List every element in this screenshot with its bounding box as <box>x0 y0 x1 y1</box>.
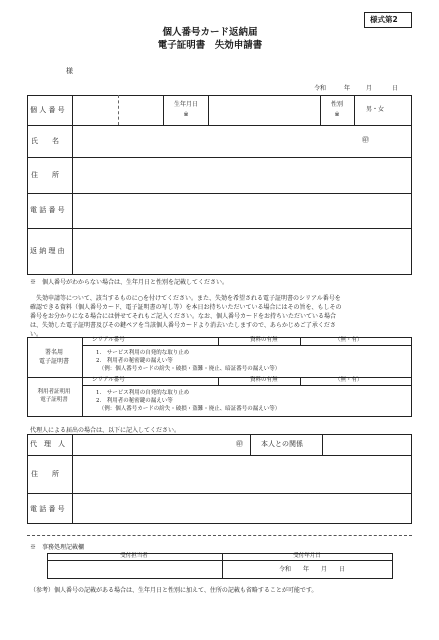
phone-label: 電 話 番 号 <box>30 206 65 214</box>
addressee-suffix: 様 <box>66 67 73 75</box>
signature-cert-label: 署名用 <box>44 349 64 356</box>
date-month: 月 <box>366 85 373 92</box>
date-era: 令和 <box>314 85 327 92</box>
relation-field[interactable] <box>323 435 411 454</box>
name-field[interactable] <box>73 126 411 156</box>
instruction-line: い。 <box>30 331 43 338</box>
signature-serial-field[interactable] <box>150 338 216 344</box>
user-cert-label-2: 電子証明書 <box>40 397 68 403</box>
document-label: 資料の有無 <box>250 377 278 383</box>
agent-address-field[interactable] <box>73 456 411 492</box>
form-title-line1: 個人番号カード返納届 <box>162 27 258 38</box>
address-label: 住 所 <box>31 171 59 179</box>
agent-phone-label: 電 話 番 号 <box>30 505 65 513</box>
birth-date-label: 生年月日 <box>173 101 199 108</box>
date-year: 年 <box>344 85 351 92</box>
document-label: 資料の有無 <box>250 337 278 343</box>
receiver-label: 受付担当者 <box>120 553 148 559</box>
reason-option[interactable]: 2. 利用者の秘密鍵の漏えい等 <box>96 358 173 364</box>
reason-option[interactable]: 1. サービス利用の自発的な取り止め <box>96 350 190 356</box>
individual-number-label: 個 人 番 号 <box>30 106 65 114</box>
receipt-date-label: 受付年月日 <box>293 553 321 559</box>
relation-label: 本人との関係 <box>261 440 303 448</box>
name-label: 氏 名 <box>31 137 59 145</box>
form-number: 様式第2 <box>370 15 398 24</box>
instruction-line: は、失効した電子証明書及びその鍵ペアを当該個人番号カードより消去いたしますので、あらかじめご了承くださ <box>30 322 336 329</box>
user-serial-field[interactable] <box>150 378 216 384</box>
footer-note: （参考）個人番号の記載がある場合は、生年月日と性別に加えて、住所の記載も省略することが可能です。 <box>30 587 318 594</box>
reason-option[interactable]: 1. サービス利用の自発的な取り止め <box>96 390 190 396</box>
name-seal-mark: ㊞ <box>362 136 369 144</box>
agent-address-label: 住 所 <box>31 470 59 478</box>
instruction-line: 失効申請等について、該当するものに○を付けてください。また、失効を希望される電子証明書のシリアル番号を <box>30 295 341 302</box>
address-field[interactable] <box>73 158 411 192</box>
gender-options[interactable]: 男・女 <box>366 106 385 113</box>
reason-example: （例：個人番号カードの紛失・破損・盗難・廃止、暗証番号の漏えい等） <box>96 366 281 372</box>
user-cert-label: 利用者証明用 <box>37 389 71 395</box>
agent-seal-mark: ㊞ <box>236 440 243 448</box>
birth-date-note: ※ <box>183 111 189 118</box>
form-title-line2: 電子証明書 失効申請書 <box>157 40 263 51</box>
section-divider <box>27 535 412 536</box>
gender-label: 性別 <box>330 101 344 108</box>
instruction-line: 番号をお分かりになる場合には併せてそれもご記入ください。なお、個人番号カードをお持ちいただいている場合 <box>30 313 337 320</box>
receipt-date-value[interactable]: 令和 年 月 日 <box>278 566 346 573</box>
return-reason-label: 返 納 理 由 <box>30 247 65 255</box>
agent-name-field[interactable] <box>73 435 249 454</box>
document-options[interactable]: （無・有） <box>335 377 363 383</box>
proxy-note: 代理人による届出の場合は、以下に記入してください。 <box>30 427 181 434</box>
agent-phone-field[interactable] <box>73 494 411 523</box>
date-day: 日 <box>392 85 399 92</box>
serial-number-label: シリアル番号 <box>92 377 125 383</box>
serial-number-label: シリアル番号 <box>92 337 125 343</box>
agent-label: 代 理 人 <box>30 440 65 448</box>
individual-number-field[interactable] <box>73 96 162 124</box>
individual-number-note: ※ 個人番号がわからない場合は、生年月日と性別を記載してください。 <box>30 279 229 286</box>
signature-cert-label-2: 電子証明書 <box>38 358 70 365</box>
gender-note: ※ <box>334 111 340 118</box>
document-options[interactable]: （無・有） <box>335 337 363 343</box>
phone-field[interactable] <box>73 194 411 227</box>
receiver-field[interactable] <box>48 561 221 578</box>
instruction-line: 確認できる資料（個人番号カード、電子証明書の写し等）を本日お持ちいただいている場合にはその旨を、もしその <box>30 304 342 311</box>
return-reason-field[interactable] <box>73 229 411 274</box>
reason-option[interactable]: 2. 利用者の秘密鍵の漏えい等 <box>96 398 173 404</box>
reason-example: （例：個人番号カードの紛失・破損・盗難・廃止、暗証番号の漏えい等） <box>96 406 281 412</box>
birth-date-field[interactable] <box>209 96 319 124</box>
office-section-heading: ※ 事務処理記載欄 <box>30 544 85 551</box>
